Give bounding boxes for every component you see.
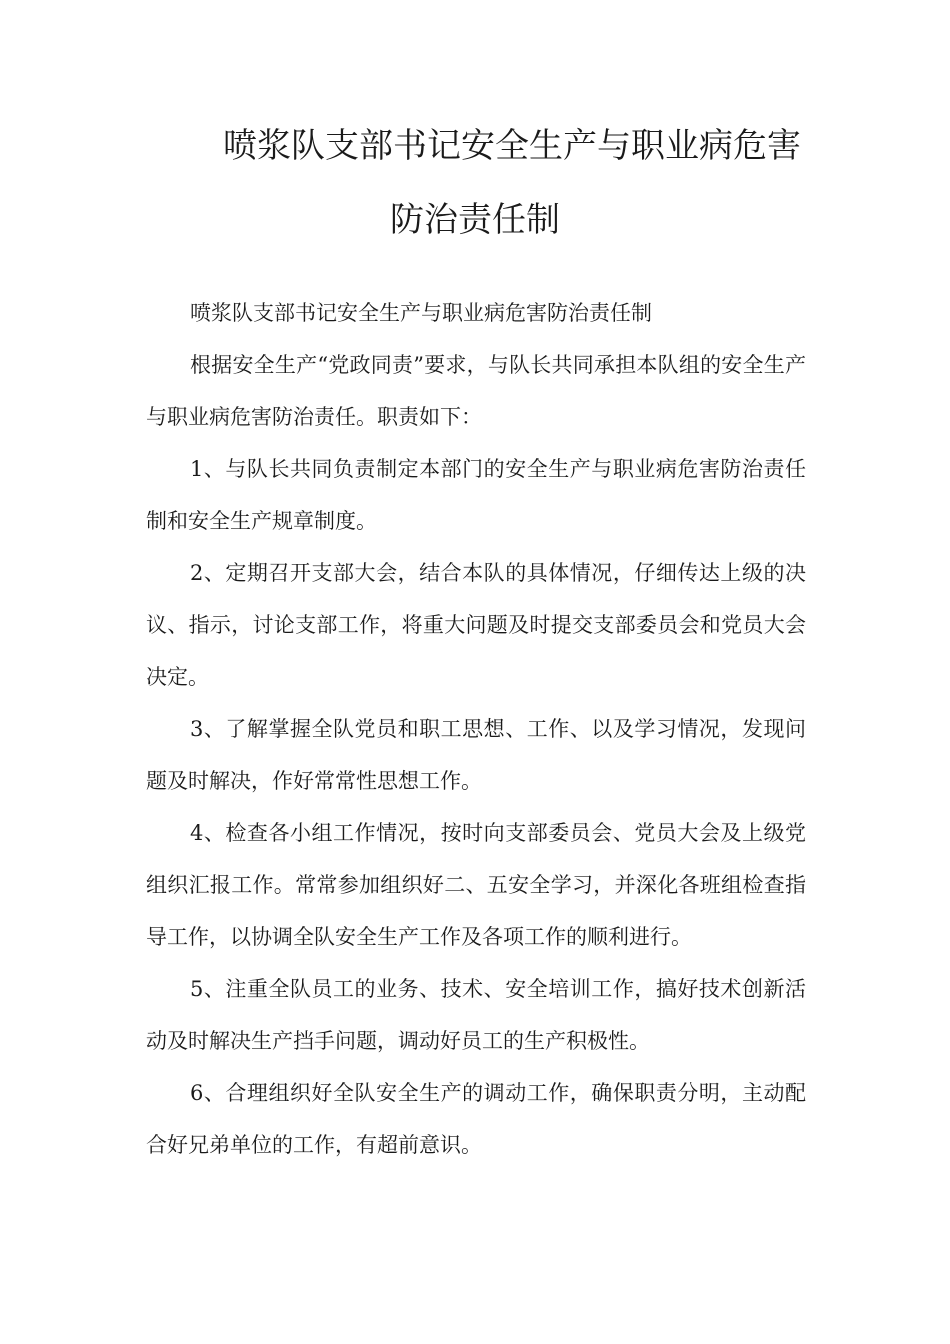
intro-paragraph: 根据安全生产“党政同责”要求，与队长共同承担本队组的安全生产与职业病危害防治责任。职责如下： — [146, 353, 806, 429]
duty-item-6: 6、合理组织好全队安全生产的调动工作，确保职责分明，主动配合好兄弟单位的工作，有超前意识。 — [146, 1081, 806, 1157]
document-subtitle: 喷浆队支部书记安全生产与职业病危害防治责任制 — [190, 301, 652, 325]
duty-item-4: 4、检查各小组工作情况，按时向支部委员会、党员大会及上级党组织汇报工作。常常参加组织好二、五安全学习，并深化各班组检查指导工作，以协调全队安全生产工作及各项工作的顺利进行。 — [146, 821, 806, 949]
duty-item-5: 5、注重全队员工的业务、技术、安全培训工作，搞好技术创新活动及时解决生产挡手问题，调动好员工的生产积极性。 — [146, 977, 806, 1053]
duty-item-3: 3、了解掌握全队党员和职工思想、工作、以及学习情况，发现问题及时解决，作好常常性思想工作。 — [146, 717, 806, 793]
document-title-line-1: 喷浆队支部书记安全生产与职业病危害 — [223, 126, 801, 166]
duty-item-1: 1、与队长共同负责制定本部门的安全生产与职业病危害防治责任制和安全生产规章制度。 — [146, 457, 806, 533]
duty-item-2: 2、定期召开支部大会，结合本队的具体情况，仔细传达上级的决议、指示，讨论支部工作，将重大问题及时提交支部委员会和党员大会决定。 — [146, 561, 806, 689]
document-title-line-2: 防治责任制 — [390, 200, 560, 240]
